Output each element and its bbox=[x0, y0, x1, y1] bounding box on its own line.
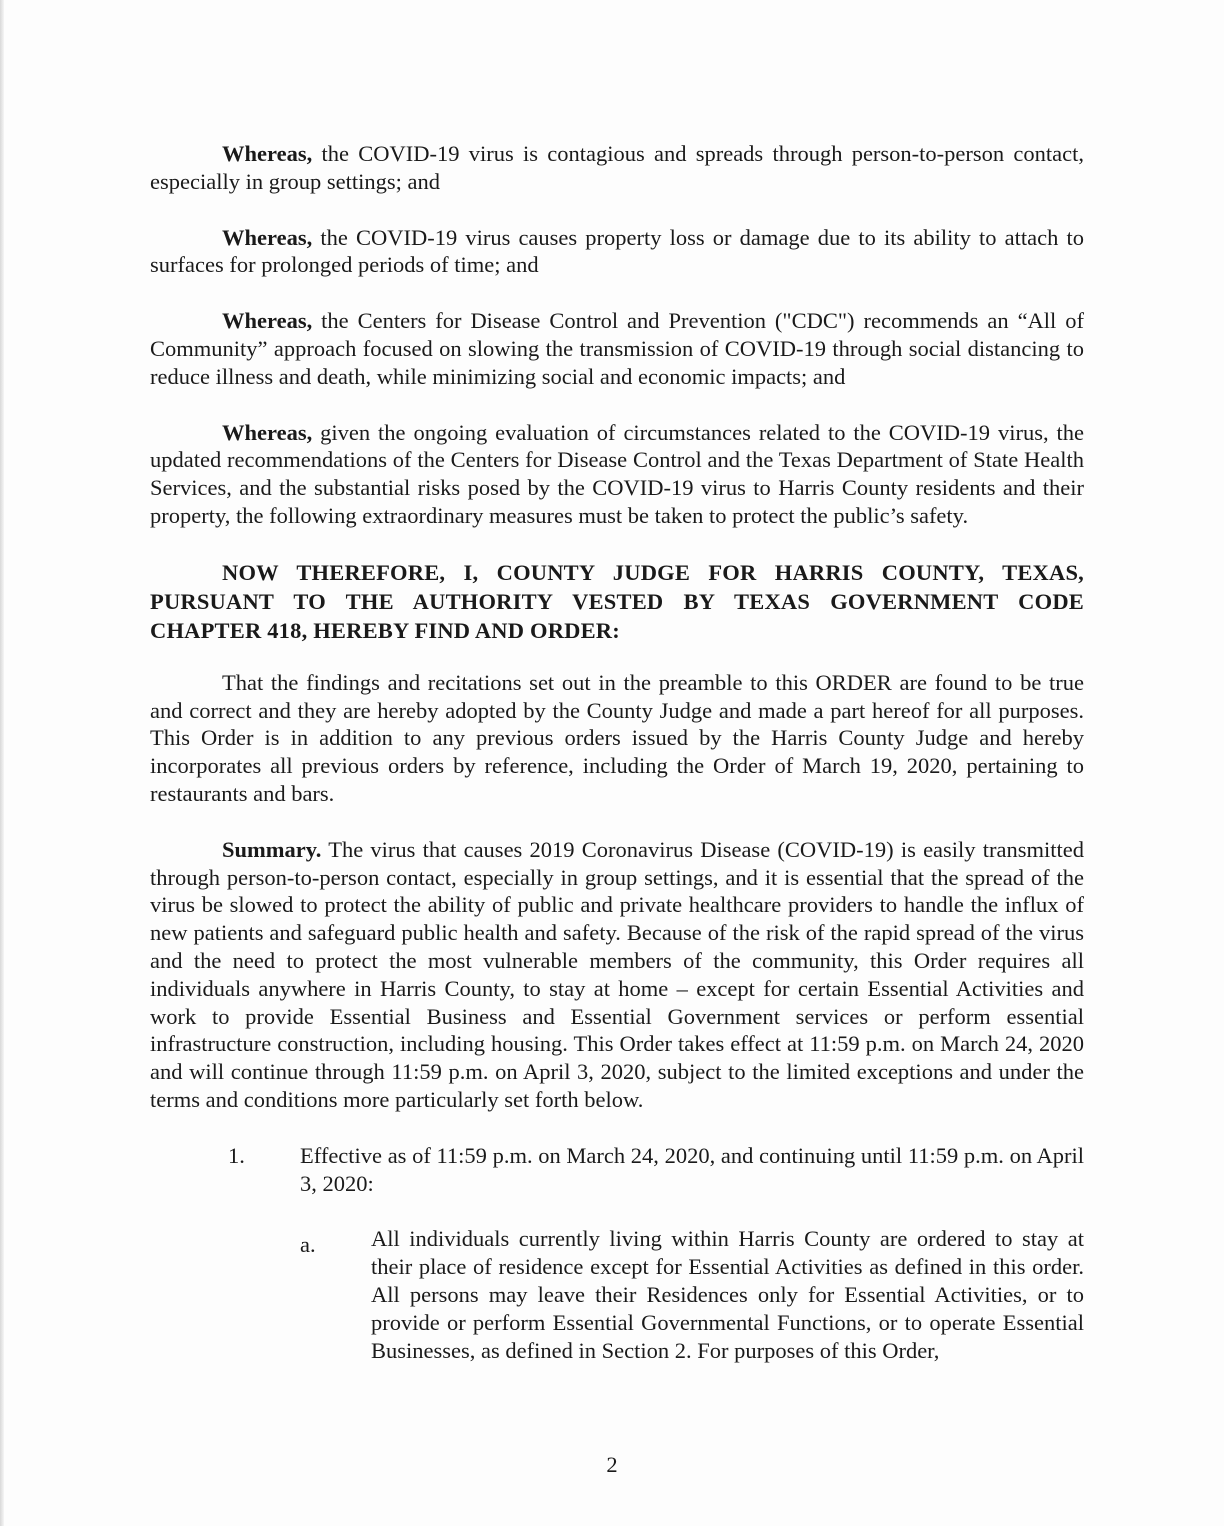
summary-text: The virus that causes 2019 Coronavirus Disease (COVID-19) is easily transmitted through person-to-person contact, especially in group settings, and it is essential that the spread of the virus be slowed to protect the ability of public and private healthcare providers to handle the influx of new patients and safeguard public health and safety. Because of the risk of the rapid spread of the virus and the need to protect the most vulnerable members of the community, this Order requires all individuals anywhere in Harris County, to stay at home – except for certain Essential Activities and work to provide Essential Business and Essential Government services or perform essential infrastructure construction, including housing. This Order takes effect at 11:59 p.m. on March 24, 2020 and will continue through 11:59 p.m. on April 3, 2020, subject to the limited exceptions and under the terms and conditions more particularly set forth below. bbox=[150, 836, 1084, 1112]
document-body bbox=[150, 140, 1084, 1392]
summary-paragraph bbox=[150, 836, 1084, 1114]
whereas-lead: Whereas, bbox=[222, 141, 313, 166]
order-item-a bbox=[150, 1225, 1084, 1364]
whereas-extraordinary-measures bbox=[150, 419, 1084, 530]
whereas-lead: Whereas, bbox=[222, 419, 313, 445]
whereas-lead: Whereas, bbox=[222, 224, 313, 250]
scan-edge bbox=[0, 0, 4, 1526]
page-number: 2 bbox=[606, 1452, 618, 1477]
whereas-text: the COVID-19 virus causes property loss or damage due to its ability to attach to surfaces for prolonged periods of time; and bbox=[150, 224, 1084, 278]
whereas-cdc bbox=[150, 307, 1084, 390]
findings-paragraph: That the findings and recitations set out in the preamble to this ORDER are found to be true and correct and they are hereby adopted by the County Judge and made a part hereof for all purposes. This Order is in addition to any previous orders issued by the Harris County Judge and hereby incorporates all previous orders by reference, including the Order of March 19, 2020, pertaining to restaurants and bars. bbox=[150, 669, 1084, 806]
whereas-text: given the ongoing evaluation of circumstances related to the COVID-19 virus, the updated recommendations of the Centers for Disease Control and the Texas Department of State Health Services, and the substantial risks posed by the COVID-19 virus to Harris County residents and their property, the following extraordinary measures must be taken to protect the public’s safety. bbox=[150, 419, 1084, 528]
item-number: 1. bbox=[228, 1142, 245, 1168]
item-text: Effective as of 11:59 p.m. on March 24, 2020, and continuing until 11:59 p.m. on April 3, 2020: bbox=[300, 1142, 1084, 1196]
summary-lead: Summary. bbox=[222, 836, 322, 862]
whereas-text: the Centers for Disease Control and Prevention ("CDC") recommends an “All of Community” approach focused on slowing the transmission of COVID-19 through social distancing to reduce illness and death, while minimizing social and economic impacts; and bbox=[150, 308, 1084, 389]
whereas-lead: Whereas, bbox=[222, 308, 313, 334]
whereas-text: the COVID-19 virus is contagious and spreads through person-to-person contact, especially in group settings; and bbox=[150, 141, 1084, 194]
order-heading: NOW THEREFORE, I, COUNTY JUDGE FOR HARRIS COUNTY, TEXAS, PURSUANT TO THE AUTHORITY VESTED BY TEXAS GOVERNMENT CODE CHAPTER 418, HEREBY FIND AND ORDER: bbox=[150, 559, 1084, 643]
item-text: All individuals currently living within Harris County are ordered to stay at their place of residence except for Essential Activities as defined in this order. All persons may leave their Residences only for Essential Activities, or to provide or perform Essential Governmental Functions, or to operate Essential Businesses, as defined in Section 2. For purposes of this Order, bbox=[371, 1226, 1084, 1363]
whereas-property-loss bbox=[150, 224, 1084, 280]
item-letter: a. bbox=[300, 1232, 316, 1258]
order-item-1 bbox=[150, 1142, 1084, 1198]
whereas-contagious bbox=[150, 140, 1084, 196]
